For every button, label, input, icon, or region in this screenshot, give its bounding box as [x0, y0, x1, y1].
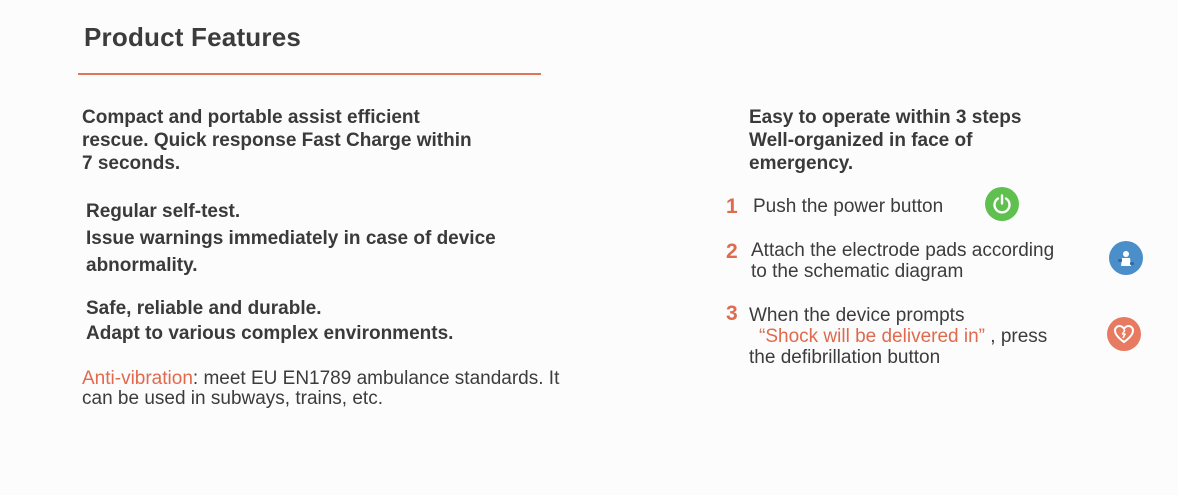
shock-prompt-quote: “Shock will be delivered in” — [759, 326, 985, 347]
step-3-text — [749, 305, 1047, 368]
step-line: , press — [985, 326, 1048, 347]
step-line: When the device prompts — [749, 305, 965, 326]
electrode-pad-icon — [1109, 241, 1143, 275]
step-line: to the schematic diagram — [751, 261, 964, 282]
power-icon — [985, 187, 1019, 221]
heart-shock-icon — [1107, 317, 1141, 351]
step-3-number: 3 — [726, 302, 738, 325]
anti-vibration-text: can be used in subways, trains, etc. — [82, 388, 383, 409]
feature-durable — [86, 296, 453, 346]
anti-vibration-label: Anti-vibration — [82, 368, 193, 389]
feature-line: rescue. Quick response Fast Charge within — [82, 130, 472, 151]
feature-line: Regular self-test. — [86, 201, 241, 222]
page-title: Product Features — [84, 22, 302, 52]
feature-line: abnormality. — [86, 255, 198, 276]
anti-vibration-text: : meet EU EN1789 ambulance standards. It — [192, 368, 560, 389]
step-2-number: 2 — [726, 240, 738, 263]
feature-compact-portable — [82, 106, 472, 175]
heading-line: Well-organized in face of — [749, 130, 973, 151]
feature-line: 7 seconds. — [82, 153, 181, 174]
feature-self-test — [86, 198, 496, 279]
step-1-number: 1 — [726, 195, 738, 218]
step-line: the defibrillation button — [749, 347, 941, 368]
feature-line: Compact and portable assist efficient — [82, 107, 420, 128]
feature-line: Issue warnings immediately in case of device — [86, 228, 496, 249]
step-1-text — [753, 196, 943, 217]
heading-line: emergency. — [749, 153, 854, 174]
feature-line: Adapt to various complex environments. — [86, 323, 454, 344]
steps-heading — [749, 106, 1021, 175]
heading-line: Easy to operate within 3 steps — [749, 107, 1022, 128]
feature-anti-vibration — [82, 369, 559, 409]
step-line: Push the power button — [753, 196, 944, 217]
title-underline — [78, 73, 541, 75]
step-line: Attach the electrode pads according — [751, 240, 1055, 261]
step-2-text — [751, 240, 1054, 282]
feature-line: Safe, reliable and durable. — [86, 298, 322, 319]
